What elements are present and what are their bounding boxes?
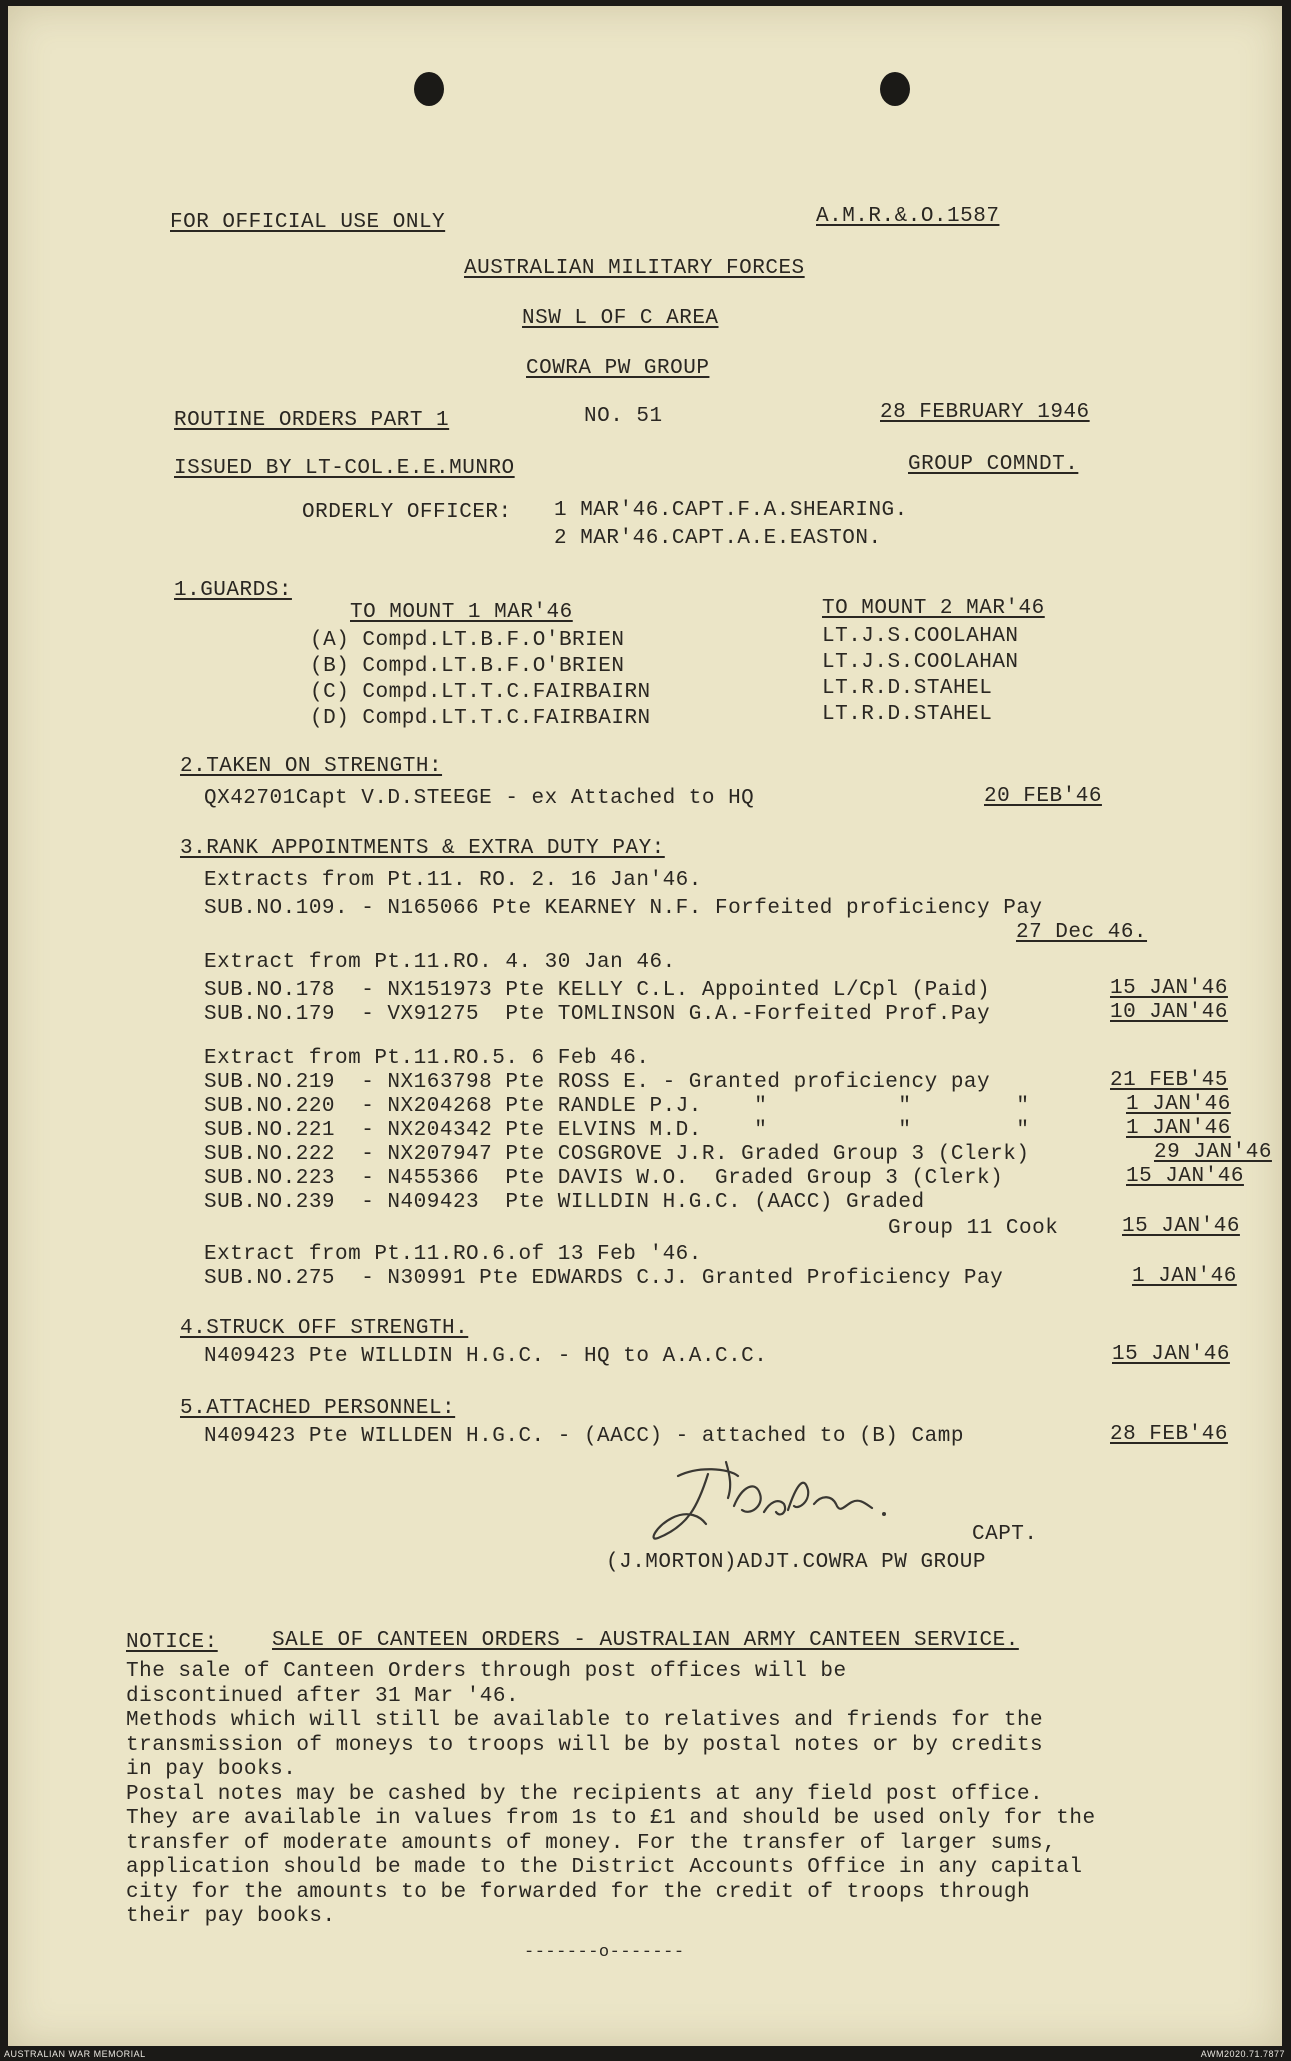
notice-body: The sale of Canteen Orders through post offices will be discontinued after 31 Mar '46. Methods which will still be available to relatives and friends for the transmission of moneys to troops will be by postal notes or by credits in pay books. Postal notes may be cashed by the recipients at any field post office. They are available in values from 1s to £1 and should be used only for the transfer of moderate amounts of money. For the transfer of larger sums, application should be made to the District Accounts Office in any capital city for the amounts to be forwarded for the credit of troops through their pay books. <box>126 1660 1096 1928</box>
guards-heading: 1.GUARDS: <box>174 579 292 602</box>
sub-order-line: SUB.NO.109. - N165066 Pte KEARNEY N.F. Forfeited proficiency Pay <box>204 897 1043 920</box>
attached-heading: 5.ATTACHED PERSONNEL: <box>180 1397 456 1420</box>
sub-order-line: SUB.NO.221 - NX204342 Pte ELVINS M.D. " " " <box>204 1119 1030 1142</box>
official-use-label: FOR OFFICIAL USE ONLY <box>170 211 446 234</box>
guard-row-col1: (B) Compd.LT.B.F.O'BRIEN <box>310 655 625 678</box>
tos-date: 20 FEB'46 <box>984 785 1102 808</box>
sub-order-date: 1 JAN'46 <box>1132 1265 1237 1288</box>
forces-heading: AUSTRALIAN MILITARY FORCES <box>464 257 805 280</box>
notice-label: NOTICE: <box>126 1631 218 1654</box>
guard-row-col1: (D) Compd.LT.T.C.FAIRBAIRN <box>310 707 651 730</box>
signature-rank: CAPT. <box>972 1523 1038 1546</box>
signature-name: (J.MORTON)ADJT.COWRA PW GROUP <box>606 1551 986 1574</box>
guard-row-col2: LT.R.D.STAHEL <box>822 703 993 726</box>
sos-date: 15 JAN'46 <box>1112 1343 1230 1366</box>
orderly-officer-line1: 1 MAR'46.CAPT.F.A.SHEARING. <box>554 499 908 522</box>
tos-heading: 2.TAKEN ON STRENGTH: <box>180 755 443 778</box>
footer-source-label: AUSTRALIAN WAR MEMORIAL <box>4 2049 146 2059</box>
attached-date: 28 FEB'46 <box>1110 1423 1228 1446</box>
footer-item-id: AWM2020.71.7877 <box>1200 2049 1285 2059</box>
guard-row-col1: (C) Compd.LT.T.C.FAIRBAIRN <box>310 681 651 704</box>
document-page <box>8 6 1282 2046</box>
sub-order-line: SUB.NO.179 - VX91275 Pte TOMLINSON G.A.-Forfeited Prof.Pay <box>204 1003 991 1026</box>
sub-order-date: 15 JAN'46 <box>1122 1215 1240 1238</box>
sub-order-line: SUB.NO.239 - N409423 Pte WILLDIN H.G.C. (AACC) Graded <box>204 1191 925 1214</box>
group-comndt: GROUP COMNDT. <box>908 453 1079 476</box>
attached-line: N409423 Pte WILLDEN H.G.C. - (AACC) - attached to (B) Camp <box>204 1425 964 1448</box>
punch-hole-left <box>414 72 444 106</box>
sub-order-line: SUB.NO.222 - NX207947 Pte COSGROVE J.R. Graded Group 3 (Clerk) <box>204 1143 1030 1166</box>
sub-order-line: SUB.NO.220 - NX204268 Pte RANDLE P.J. " " " <box>204 1095 1030 1118</box>
sub-order-continuation: Group 11 Cook <box>888 1217 1059 1240</box>
sub-order-date: 27 Dec 46. <box>1016 921 1148 944</box>
orderly-officer-line2: 2 MAR'46.CAPT.A.E.EASTON. <box>554 527 882 550</box>
area-heading: NSW L OF C AREA <box>522 307 719 330</box>
sub-order-line: SUB.NO.275 - N30991 Pte EDWARDS C.J. Granted Proficiency Pay <box>204 1267 1004 1290</box>
guard-row-col1: (A) Compd.LT.B.F.O'BRIEN <box>310 629 625 652</box>
guard-row-col2: LT.R.D.STAHEL <box>822 677 993 700</box>
sub-order-date: 15 JAN'46 <box>1110 977 1228 1000</box>
handwritten-signature <box>638 1446 898 1556</box>
sub-order-line: SUB.NO.223 - N455366 Pte DAVIS W.O. Graded Group 3 (Clerk) <box>204 1167 1004 1190</box>
extract-line: Extract from Pt.11.RO.6.of 13 Feb '46. <box>204 1243 702 1266</box>
sub-order-line: SUB.NO.178 - NX151973 Pte KELLY C.L. Appointed L/Cpl (Paid) <box>204 979 991 1002</box>
orders-date: 28 FEBRUARY 1946 <box>880 401 1090 424</box>
tos-line: QX42701Capt V.D.STEEGE - ex Attached to HQ <box>204 787 755 810</box>
orderly-officer-label: ORDERLY OFFICER: <box>302 501 512 524</box>
sub-order-date: 1 JAN'46 <box>1126 1117 1231 1140</box>
group-heading: COWRA PW GROUP <box>526 357 710 380</box>
rank-heading: 3.RANK APPOINTMENTS & EXTRA DUTY PAY: <box>180 837 665 860</box>
extract-line: Extract from Pt.11.RO. 4. 30 Jan 46. <box>204 951 676 974</box>
guards-col1-heading: TO MOUNT 1 MAR'46 <box>350 601 573 624</box>
guard-row-col2: LT.J.S.COOLAHAN <box>822 625 1019 648</box>
guard-row-col2: LT.J.S.COOLAHAN <box>822 651 1019 674</box>
sub-order-date: 21 FEB'45 <box>1110 1069 1228 1092</box>
orders-title: ROUTINE ORDERS PART 1 <box>174 409 450 432</box>
sos-line: N409423 Pte WILLDIN H.G.C. - HQ to A.A.C.C. <box>204 1345 768 1368</box>
issued-by: ISSUED BY LT-COL.E.E.MUNRO <box>174 457 515 480</box>
reference-number: A.M.R.&.O.1587 <box>816 205 1000 228</box>
orders-number: NO. 51 <box>584 405 663 428</box>
sub-order-line: SUB.NO.219 - NX163798 Pte ROSS E. - Granted proficiency pay <box>204 1071 991 1094</box>
sos-heading: 4.STRUCK OFF STRENGTH. <box>180 1317 469 1340</box>
sub-order-date: 15 JAN'46 <box>1126 1165 1244 1188</box>
sub-order-date: 10 JAN'46 <box>1110 1001 1228 1024</box>
notice-divider: -------o------- <box>524 1943 685 1962</box>
sub-order-date: 1 JAN'46 <box>1126 1093 1231 1116</box>
extract-line: Extracts from Pt.11. RO. 2. 16 Jan'46. <box>204 869 702 892</box>
guards-col2-heading: TO MOUNT 2 MAR'46 <box>822 597 1045 620</box>
extract-line: Extract from Pt.11.RO.5. 6 Feb 46. <box>204 1047 650 1070</box>
sub-order-date: 29 JAN'46 <box>1154 1141 1272 1164</box>
notice-title: SALE OF CANTEEN ORDERS - AUSTRALIAN ARMY CANTEEN SERVICE. <box>272 1629 1019 1652</box>
punch-hole-right <box>880 72 910 106</box>
